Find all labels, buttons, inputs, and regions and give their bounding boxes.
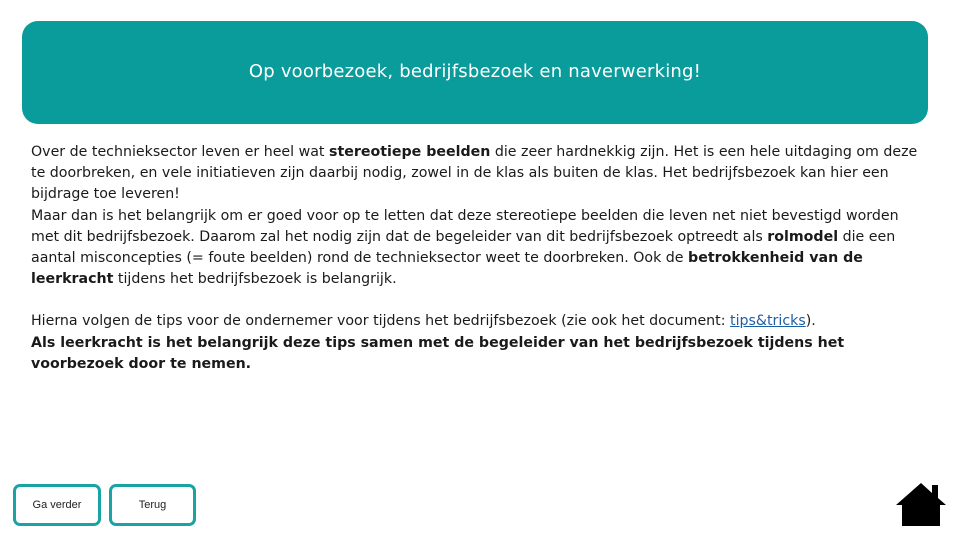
- title-banner: [22, 21, 928, 124]
- paragraph-tips: [31, 311, 931, 332]
- text-span: tijdens het bedrijfsbezoek is belangrijk.: [113, 271, 397, 288]
- bold-rolemodel: rolmodel: [767, 228, 839, 245]
- text-span: die zeer hardnekkig zijn. Het is een hele uitdaging om deze te doorbreken, en vele initiatieven zijn daarbij nodig, zowel in de klas als buiten de klas. Het bedrijfsbezoek kan hier een bijdrage toe leveren!: [31, 144, 918, 203]
- paragraph-intro: [31, 142, 931, 206]
- content-text: [31, 142, 931, 375]
- text-span: Hierna volgen de tips voor de ondernemer voor tijdens het bedrijfsbezoek (zie ook het document:: [31, 313, 731, 330]
- back-button[interactable]: Terug: [109, 484, 196, 526]
- tips-tricks-link[interactable]: tips&tricks: [730, 313, 806, 330]
- paragraph-teacher-note: Als leerkracht is het belangrijk deze tips samen met de begeleider van het bedrijfsbezoek tijdens het voorbezoek door te nemen.: [31, 334, 845, 372]
- home-icon[interactable]: [894, 481, 948, 527]
- text-span: Maar dan is het belangrijk om er goed voor op te letten dat deze stereotiepe beelden die leven net niet bevestigd worden met dit bedrijfsbezoek. Daarom zal het nodig zijn dat de begeleider van dit bedrijfsbezoek optreedt als: [31, 207, 899, 245]
- next-button[interactable]: Ga verder: [13, 484, 101, 526]
- bold-stereotypes: stereotiepe beelden: [329, 144, 491, 160]
- page-title: Op voorbezoek, bedrijfsbezoek en naverwerking!: [248, 61, 702, 82]
- text-span: die een aantal misconcepties (= foute beelden) rond de technieksector weet te doorbreken. Ook de: [31, 228, 896, 267]
- bold-teacher-involvement: betrokkenheid van de leerkracht: [31, 250, 863, 288]
- paragraph-rolemodel: [31, 206, 931, 291]
- text-span: Over de technieksector leven er heel wat: [31, 144, 329, 160]
- text-span: ).: [805, 313, 816, 330]
